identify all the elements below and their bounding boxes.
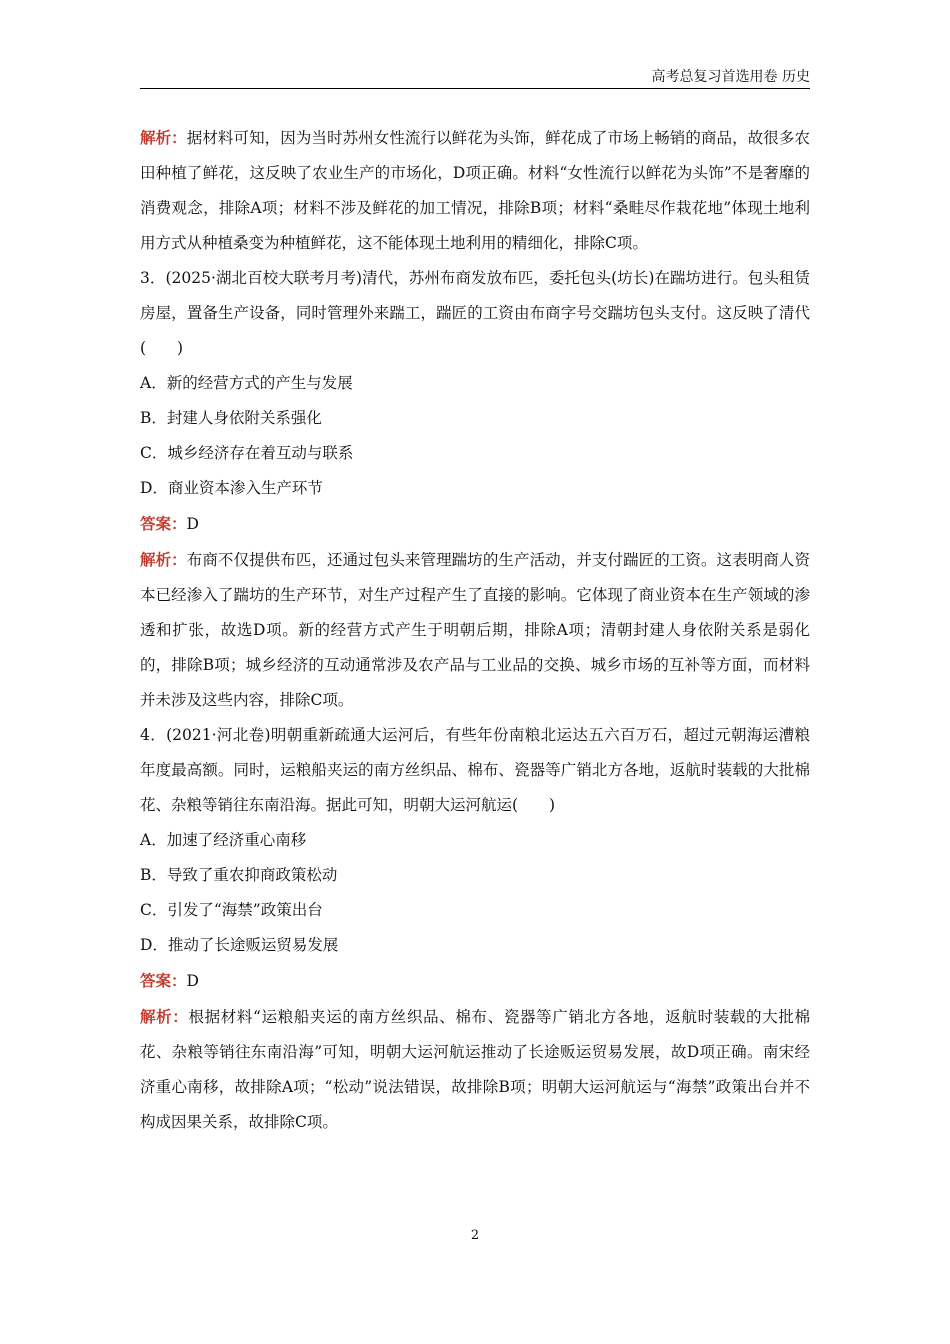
- explanation-text: 布商不仅提供布匹，还通过包头来管理踹坊的生产活动，并支付踹匠的工资。这表明商人资本已经渗入了踹坊的生产环节，对生产过程产生了直接的影响。它体现了商业资本在生产领域的渗透和扩张，故选D项。新的经营方式产生于明朝后期，排除A项；清朝封建人身依附关系是弱化的，排除B项；城乡经济的互动通常涉及农产品与工业品的交换、城乡市场的互补等方面，而材料并未涉及这些内容，排除C项。: [140, 551, 810, 709]
- running-header: 高考总复习首选用卷 历史: [651, 69, 810, 85]
- answer-value: D: [186, 515, 199, 533]
- question-3-option-b: B．封建人身依附关系强化: [140, 409, 322, 427]
- question-4-option-a: A．加速了经济重心南移: [140, 831, 307, 849]
- explanation-label: 解析：: [140, 128, 187, 147]
- question-3-option-c: C．城乡经济存在着互动与联系: [140, 444, 354, 462]
- question-4-option-b: B．导致了重农抑商政策松动: [140, 866, 338, 884]
- page-number: 2: [470, 1228, 480, 1243]
- question-3-option-d: D．商业资本渗入生产环节: [140, 479, 323, 497]
- page-content: [140, 120, 810, 1140]
- header-divider: [140, 88, 810, 89]
- explanation-q2: [140, 120, 810, 261]
- explanation-label: 解析：: [140, 1007, 189, 1026]
- question-4-answer: [140, 963, 810, 999]
- question-4-stem: 4．(2021·河北卷)明朝重新疏通大运河后，有些年份南粮北运达五六百万石，超过元朝海运漕粮年度最高额。同时，运粮船夹运的南方丝织品、棉布、瓷器等广销北方各地，返航时装载的大批棉花、杂粮等销往东南沿海。据此可知，明朝大运河航运( ): [140, 726, 810, 814]
- question-3-option-a: A．新的经营方式的产生与发展: [140, 374, 353, 392]
- explanation-text: 据材料可知，因为当时苏州女性流行以鲜花为头饰，鲜花成了市场上畅销的商品，故很多农田种植了鲜花，这反映了农业生产的市场化，D项正确。材料“女性流行以鲜花为头饰”不是奢靡的消费观念，排除A项；材料不涉及鲜花的加工情况，排除B项；材料“桑畦尽作栽花地”体现土地利用方式从种植桑变为种植鲜花，这不能体现土地利用的精细化，排除C项。: [140, 129, 810, 252]
- explanation-label: 解析：: [140, 550, 187, 569]
- explanation-q3: [140, 542, 810, 718]
- answer-value: D: [186, 972, 199, 990]
- question-3-answer: [140, 506, 810, 542]
- answer-label: 答案：: [140, 971, 187, 990]
- explanation-q4: [140, 999, 810, 1140]
- question-3-stem: 3．(2025·湖北百校大联考月考)清代，苏州布商发放布匹，委托包头(坊长)在踹坊进行。包头租赁房屋，置备生产设备，同时管理外来踹工，踹匠的工资由布商字号交踹坊包头支付。这反映了清代( ): [140, 269, 810, 357]
- explanation-text: 根据材料“运粮船夹运的南方丝织品、棉布、瓷器等广销北方各地，返航时装载的大批棉花、杂粮等销往东南沿海”可知，明朝大运河航运推动了长途贩运贸易发展，故D项正确。南宋经济重心南移，故排除A项；“松动”说法错误，故排除B项；明朝大运河航运与“海禁”政策出台并不构成因果关系，故排除C项。: [140, 1008, 810, 1131]
- question-4-option-c: C．引发了“海禁”政策出台: [140, 901, 323, 919]
- question-4-option-d: D．推动了长途贩运贸易发展: [140, 936, 339, 954]
- answer-label: 答案：: [140, 514, 187, 533]
